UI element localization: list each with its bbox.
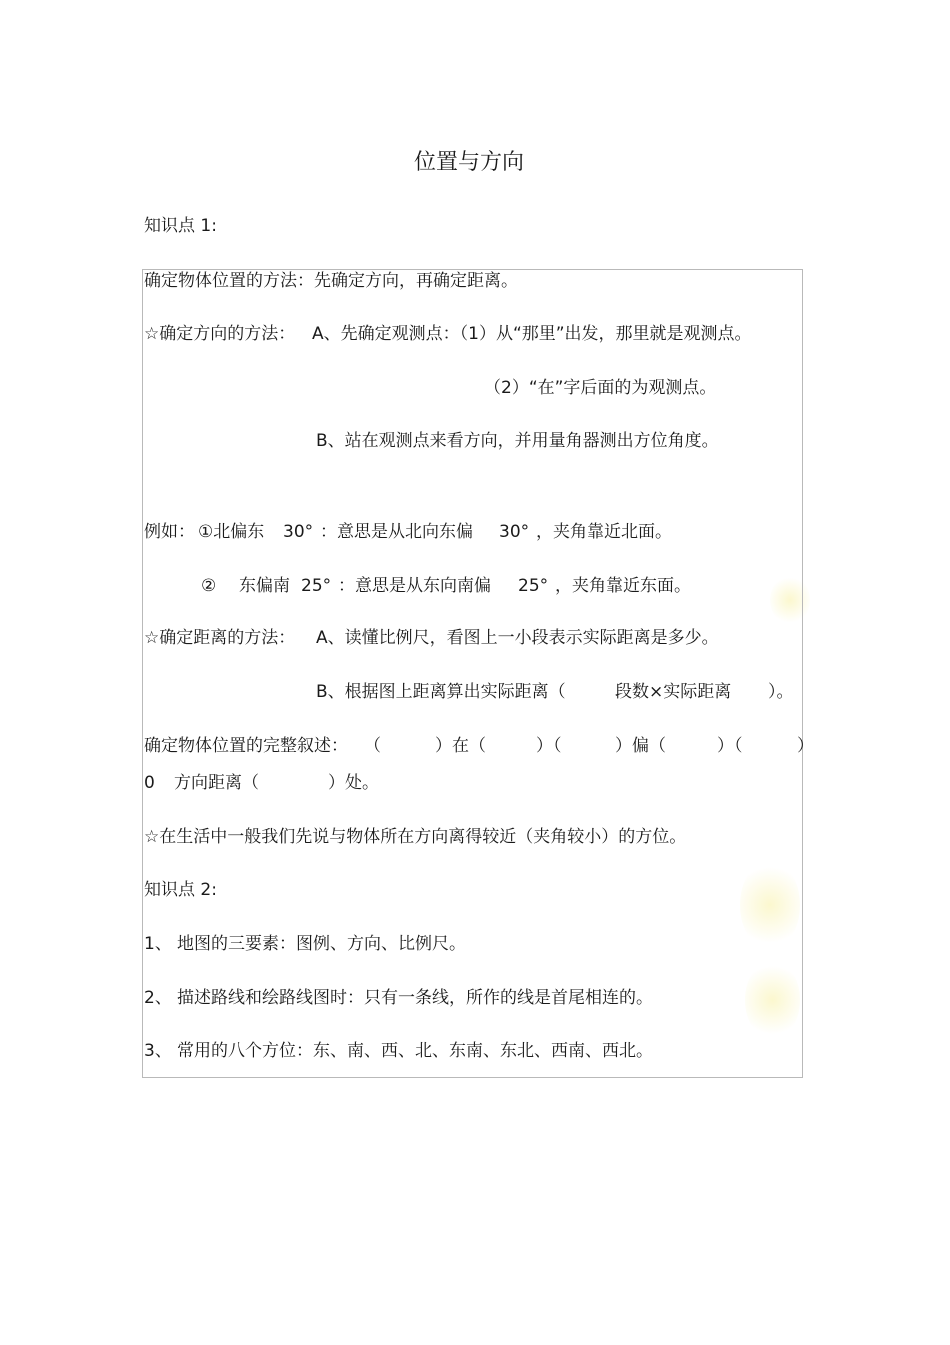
direction-step-a: A、先确定观测点：（1）从“那里”出发，那里就是观测点。 [312,324,752,344]
list-item-number: 1、 [144,934,172,954]
full-description-lead: 确定物体位置的完整叙述： [144,736,348,756]
full-description-line2-end: ）处。 [328,773,379,793]
method-line: 确定物体位置的方法：先确定方向，再确定距离。 [144,271,518,291]
page-title: 位置与方向 [413,150,524,175]
example-2-number: ② [201,576,217,596]
distance-step-a: A、读懂比例尺，看图上一小段表示实际距离是多少。 [316,628,719,648]
example-1-end: ，夹角靠近北面。 [536,522,672,542]
distance-step-b: B、根据图上距离算出实际距离（ [316,682,566,702]
distance-step-b-end: ）。 [768,682,794,702]
direction-step-b: B、站在观测点来看方向，并用量角器测出方位角度。 [316,431,719,451]
example-2-direction: 东偏南 [239,576,290,596]
example-1-direction: ①北偏东 [198,522,265,542]
blank-close-4: ）（ [717,736,743,756]
example-1-meaning: ：意思是从北向东偏 [320,522,473,542]
blank-close-3: ）偏（ [615,736,666,756]
example-2-degree: 25° [301,576,332,596]
full-description-line2-number: 0 [144,773,155,793]
knowledge-point-2-heading: 知识点 2: [144,880,217,900]
full-description-line2: 方向距离（ [174,773,259,793]
list-item-number: 3、 [144,1041,172,1061]
direction-method-label: ☆确定方向的方法： [144,324,296,344]
list-item-text: 常用的八个方位：东、南、西、北、东南、东北、西南、西北。 [177,1041,653,1061]
tip-line: ☆在生活中一般我们先说与物体所在方向离得较近（夹角较小）的方位。 [144,827,687,847]
example-1-degree-2: 30° [499,522,530,542]
list-item-text: 描述路线和绘路线图时：只有一条线，所作的线是首尾相连的。 [177,988,653,1008]
distance-method-label: ☆确定距离的方法： [144,628,296,648]
example-2-end: ，夹角靠近东面。 [555,576,691,596]
blank-close-2: ）（ [536,736,562,756]
distance-step-b-middle: 段数×实际距离 [615,682,732,702]
blank-open-1: （ [364,736,381,756]
blank-close-5: ） [797,736,814,756]
blank-close-1: ）在（ [435,736,486,756]
example-prefix: 例如： [144,522,195,542]
direction-step-a2: （2）“在”字后面的为观测点。 [484,378,717,398]
list-item-number: 2、 [144,988,172,1008]
example-1-degree: 30° [283,522,314,542]
example-2-degree-2: 25° [518,576,549,596]
example-2-meaning: ：意思是从东向南偏 [338,576,491,596]
list-item-text: 地图的三要素：图例、方向、比例尺。 [177,934,466,954]
knowledge-point-1-heading: 知识点 1: [144,216,217,236]
